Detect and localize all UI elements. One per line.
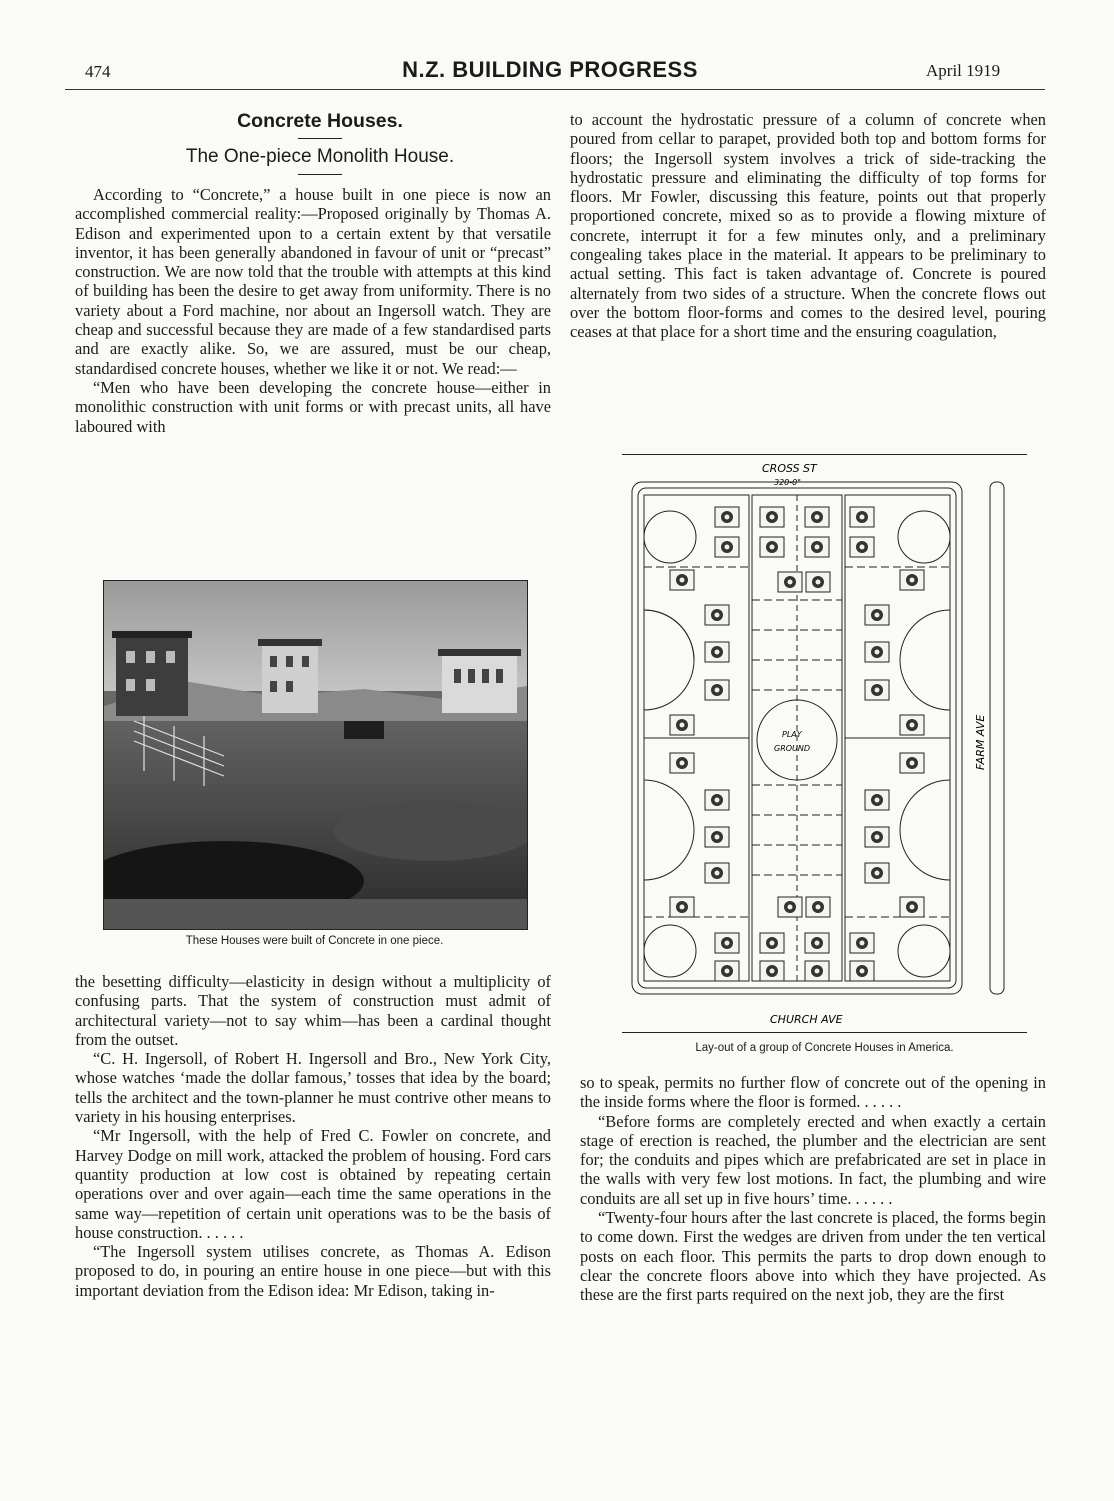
house-symbol bbox=[705, 790, 729, 810]
house-symbol bbox=[865, 605, 889, 625]
house-symbol bbox=[715, 537, 739, 557]
house-symbol bbox=[778, 897, 802, 917]
plan-label-top: CROSS ST bbox=[762, 462, 817, 475]
plan-label-center-1: PLAY bbox=[782, 730, 802, 739]
plan-caption: Lay-out of a group of Concrete Houses in America. bbox=[695, 1042, 954, 1054]
house-symbol bbox=[705, 863, 729, 883]
house-symbol bbox=[900, 715, 924, 735]
house-symbol bbox=[865, 642, 889, 662]
article-title: Concrete Houses. bbox=[237, 110, 403, 132]
issue-date: April 1919 bbox=[926, 61, 1001, 80]
house-symbol bbox=[670, 897, 694, 917]
paragraph: “C. H. Ingersoll, of Robert H. Ingersoll and Bro., New York City, whose watches ‘made the dollar famous,’ tosses that idea by the board; tells the architect and the town-planner he must contrive other means to variety in his housing enterprises. bbox=[75, 1049, 551, 1127]
house-symbol bbox=[865, 680, 889, 700]
plan-label-left: MORRIS AVE bbox=[622, 731, 625, 800]
right-column-top bbox=[570, 110, 1046, 342]
photo-caption: These Houses were built of Concrete in one piece. bbox=[185, 935, 444, 947]
house-symbol bbox=[715, 961, 739, 981]
house-symbol bbox=[760, 507, 784, 527]
journal-title: N.Z. BUILDING PROGRESS bbox=[402, 57, 698, 82]
house-symbol bbox=[850, 961, 874, 981]
left-column-bottom bbox=[75, 972, 551, 1300]
paragraph: so to speak, permits no further flow of concrete out of the opening in the inside forms where the floor is formed. . . . . . bbox=[580, 1073, 1046, 1112]
house-symbol bbox=[806, 572, 830, 592]
house-symbol bbox=[715, 933, 739, 953]
paragraph: “Mr Ingersoll, with the help of Fred C. Fowler on concrete, and Harvey Dodge on mill work, attacked the problem of housing. Ford cars quantity production at low cost is obtained by repeating certain operations over and over again—each time the same operations in the same way—repetition of certain unit operations was to be the basis of house construction. . . . . . bbox=[75, 1126, 551, 1242]
house-symbol bbox=[850, 507, 874, 527]
house-symbol bbox=[670, 753, 694, 773]
site-plan bbox=[622, 455, 1027, 1035]
header-rule bbox=[65, 89, 1045, 90]
site-plan-drawing bbox=[622, 455, 1027, 1035]
house-symbol bbox=[778, 572, 802, 592]
house-symbol bbox=[705, 680, 729, 700]
paragraph: to account the hydrostatic pressure of a column of concrete when poured from cellar to parapet, provided both top and bottom forms for floors; the Ingersoll system involves a trick of side-tracking the hydrostatic pressure and eliminating the difficulty of top forms for floors. Mr Fowler, discussing this feature, points out that properly proportioned concrete, mixed so as to provide a flowing mixture of concrete, interrupt it for a few minutes only, and a preliminary congealing takes place in the material. It appears to be preliminary to actual setting. This fact is taken advantage of. Concrete is poured alternately from two sides of a structure. When the concrete flows out over the bottom floor-forms and comes to the desired level, pouring ceases at that place for a short time and the ensuring coagulation, bbox=[570, 110, 1046, 342]
page-number: 474 bbox=[85, 62, 111, 81]
plan-label-right: FARM AVE bbox=[974, 714, 987, 770]
article-subtitle: The One-piece Monolith House. bbox=[185, 146, 455, 167]
house-symbol bbox=[900, 897, 924, 917]
house-symbol bbox=[760, 961, 784, 981]
houses-photo bbox=[103, 580, 528, 930]
page-header bbox=[0, 0, 1114, 95]
house-symbol bbox=[865, 863, 889, 883]
house-symbol bbox=[900, 570, 924, 590]
house-symbol bbox=[865, 790, 889, 810]
houses-photo-image bbox=[104, 581, 527, 929]
house-symbol bbox=[900, 753, 924, 773]
house-symbol bbox=[760, 933, 784, 953]
house-symbol bbox=[705, 827, 729, 847]
title-rule bbox=[298, 138, 342, 139]
house-symbol bbox=[865, 827, 889, 847]
house-symbol bbox=[805, 961, 829, 981]
house-symbol bbox=[806, 897, 830, 917]
house-symbol bbox=[850, 537, 874, 557]
house-symbol bbox=[670, 715, 694, 735]
paragraph: the besetting difficulty—elasticity in design without a multiplicity of confusing parts. That the system of construction must admit of architectural variety—not to say whim—has been a cardinal thought from the outset. bbox=[75, 972, 551, 1049]
plan-label-top-dim: 320-0" bbox=[774, 478, 801, 487]
plan-label-bottom: CHURCH AVE bbox=[770, 1013, 843, 1026]
house-symbol bbox=[760, 537, 784, 557]
right-column-bottom bbox=[580, 1073, 1046, 1305]
subtitle-rule bbox=[298, 174, 342, 175]
house-symbol bbox=[715, 507, 739, 527]
house-symbol bbox=[705, 642, 729, 662]
house-symbol bbox=[670, 570, 694, 590]
house-symbol bbox=[805, 537, 829, 557]
paragraph: “Before forms are completely erected and when exactly a certain stage of erection is reached, the plumber and the electrician are sent for; the conduits and pipes which are prefabricated are set in place in the walls with very few lost motions. In fact, the plumbing and wire conduits are all set up in five hours’ time. . . . . . bbox=[580, 1111, 1046, 1208]
paragraph: “Twenty-four hours after the last concrete is placed, the forms begin to come down. First the wedges are driven from under the ten vertical posts on each floor. This permits the parts to drop down enough to clear the concrete floors above into which they have projected. As these are the first parts required on the next job, they are the first bbox=[580, 1208, 1046, 1305]
plan-label-center-2: GROUND bbox=[774, 744, 811, 753]
house-symbol bbox=[850, 933, 874, 953]
house-symbol bbox=[805, 507, 829, 527]
plan-bottom-rule bbox=[622, 1032, 1027, 1033]
paragraph: According to “Concrete,” a house built in one piece is now an accomplished commercial reality:—Proposed originally by Thomas A. Edison and experimented upon to a certain extent by that versatile inventor, it has been generally abandoned in favour of unit or “precast” construction. We are now told that the trouble with attempts at this kind of building has been the desire to get away from uniformity. There is no variety about a Ford machine, nor about an Ingersoll watch. They are cheap and successful because they are made of a few standardised parts and are exactly alike. So, we are assured, must be our cheap, standardised concrete houses, whether we like it or not. We read:— bbox=[75, 185, 551, 378]
house-symbol bbox=[805, 933, 829, 953]
paragraph: “Men who have been developing the concrete house—either in monolithic construction with unit forms or with precast units, all have laboured with bbox=[75, 377, 551, 436]
left-column-top bbox=[75, 185, 551, 436]
paragraph: “The Ingersoll system utilises concrete, as Thomas A. Edison proposed to do, in pouring an entire house in one piece—but with this important deviation from the Edison idea: Mr Edison, taking in- bbox=[75, 1242, 551, 1300]
house-symbol bbox=[705, 605, 729, 625]
